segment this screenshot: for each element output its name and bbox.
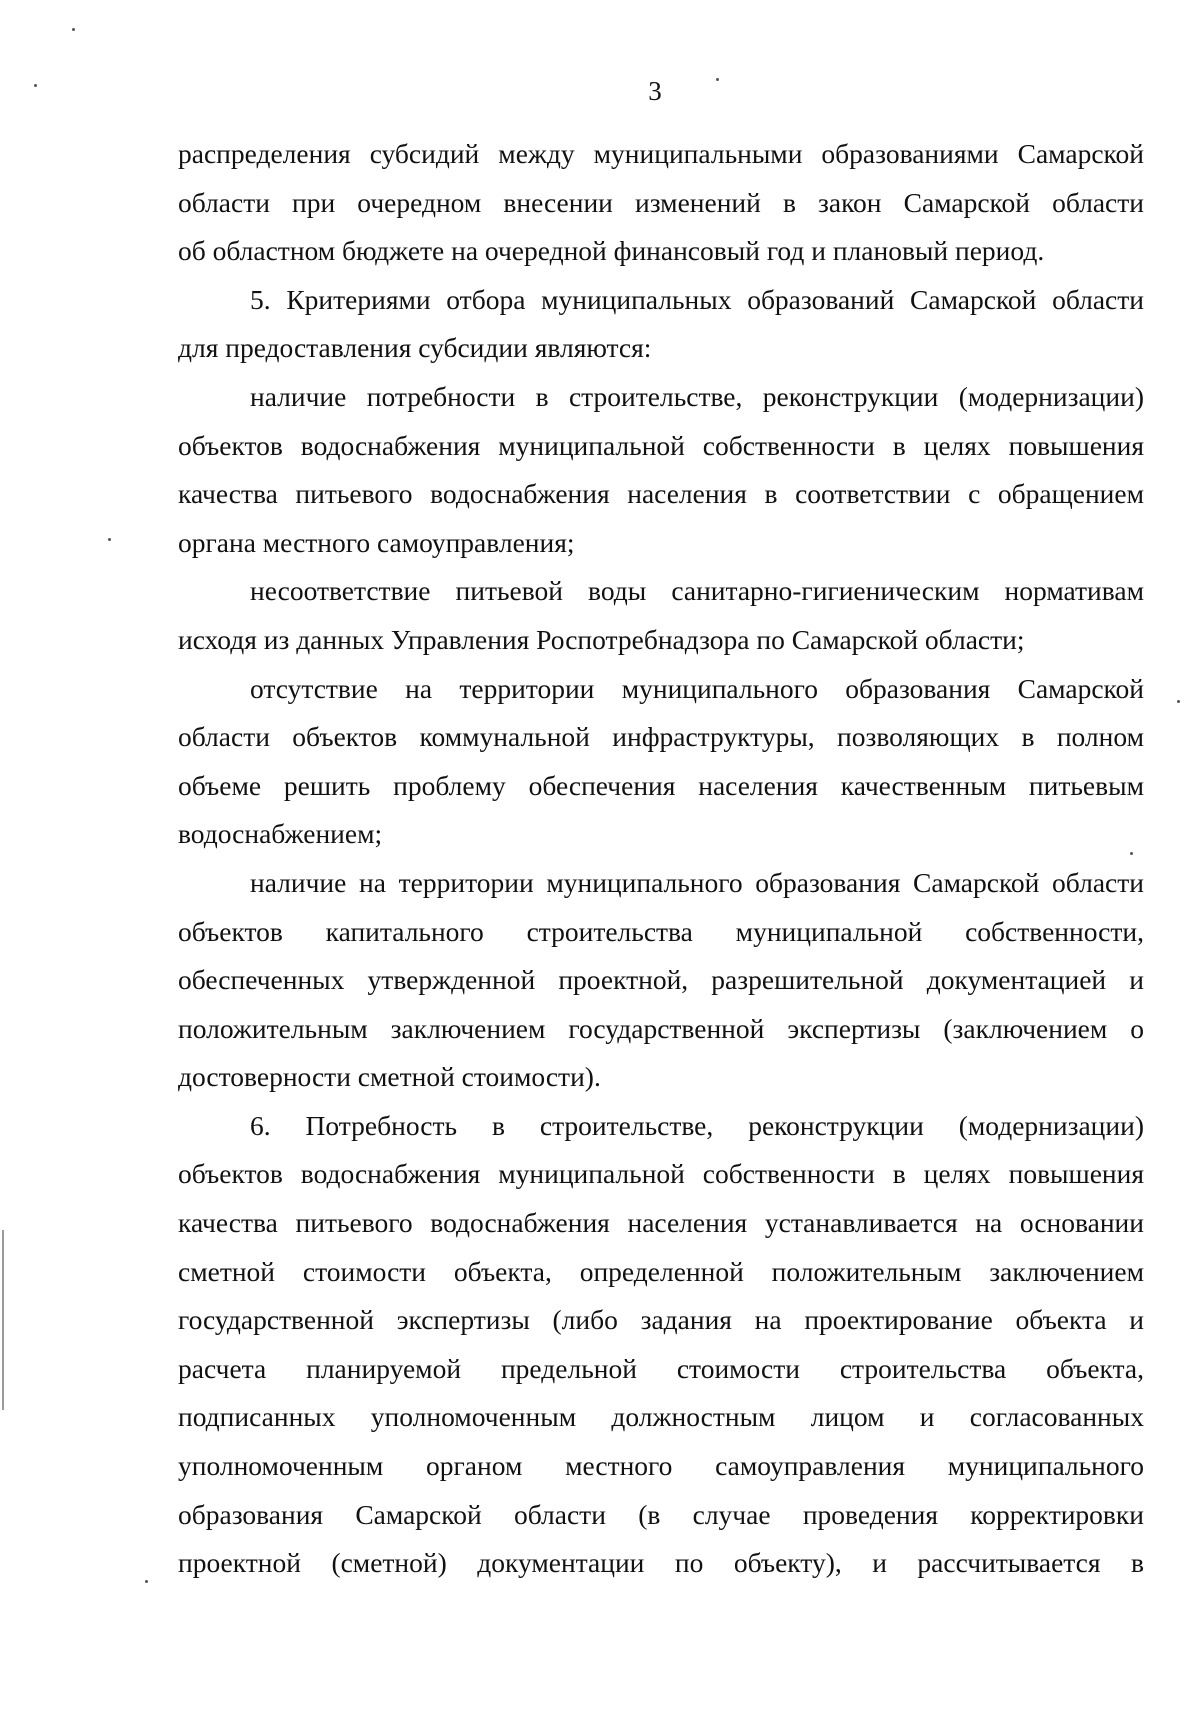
text-line: 6. Потребность в строительстве, реконструкции (модернизации)	[250, 1109, 1144, 1141]
text-line: объектов водоснабжения муниципальной собственности в целях повышения	[178, 429, 1144, 461]
text-line: качества питьевого водоснабжения населения устанавливается на основании	[178, 1207, 1144, 1239]
text-line: для предоставления субсидии являются:	[178, 332, 652, 364]
text-line: подписанных уполномоченным должностным лицом и согласованных	[178, 1401, 1144, 1433]
scan-speck	[1177, 700, 1180, 703]
text-line: объектов капитального строительства муниципальной собственности,	[178, 915, 1144, 947]
text-line: объеме решить проблему обеспечения населения качественным питьевым	[178, 769, 1144, 801]
text-line: распределения субсидий между муниципальными образованиями Самарской	[178, 138, 1144, 169]
text-line: органа местного самоуправления;	[178, 526, 575, 558]
page-number: 3	[648, 76, 662, 106]
text-line: исходя из данных Управления Роспотребнадзора по Самарской области;	[178, 623, 1025, 655]
text-line: уполномоченным органом местного самоуправления муниципального	[178, 1450, 1144, 1482]
text-line: объектов водоснабжения муниципальной собственности в целях повышения	[178, 1158, 1144, 1190]
text-line: области при очередном внесении изменений в закон Самарской области	[178, 186, 1144, 218]
text-line: обеспеченных утвержденной проектной, разрешительной документацией и	[178, 964, 1144, 996]
text-line: государственной экспертизы (либо задания на проектирование объекта и	[178, 1304, 1144, 1336]
text-line: об областном бюджете на очередной финансовый год и плановый период.	[178, 235, 1045, 267]
text-line: сметной стоимости объекта, определенной положительным заключением	[178, 1255, 1144, 1287]
text-line: расчета планируемой предельной стоимости строительства объекта,	[178, 1352, 1144, 1384]
text-line: достоверности сметной стоимости).	[178, 1061, 601, 1093]
scan-speck	[108, 538, 111, 541]
text-line: образования Самарской области (в случае проведения корректировки	[178, 1498, 1144, 1530]
text-line: наличие на территории муниципального образования Самарской области	[250, 866, 1144, 898]
text-line: водоснабжением;	[178, 818, 383, 850]
text-line: области объектов коммунальной инфраструктуры, позволяющих в полном	[178, 721, 1144, 753]
text-line: наличие потребности в строительстве, реконструкции (модернизации)	[250, 380, 1144, 412]
text-line: отсутствие на территории муниципального образования Самарской	[250, 672, 1144, 704]
text-line: 5. Критериями отбора муниципальных образований Самарской области	[250, 283, 1144, 315]
scan-speck	[34, 84, 37, 87]
document-body	[178, 130, 1144, 1588]
text-line: положительным заключением государственной экспертизы (заключением о	[178, 1012, 1144, 1044]
text-line: проектной (сметной) документации по объекту), и рассчитывается в	[178, 1547, 1144, 1579]
scan-speck	[72, 28, 75, 31]
scan-margin-mark	[2, 1230, 4, 1410]
scan-speck	[716, 78, 719, 81]
scan-speck	[145, 1580, 148, 1583]
text-line: несоответствие питьевой воды санитарно-гигиеническим нормативам	[250, 575, 1144, 607]
text-line: качества питьевого водоснабжения населения в соответствии с обращением	[178, 478, 1144, 510]
scan-speck	[1130, 852, 1133, 855]
